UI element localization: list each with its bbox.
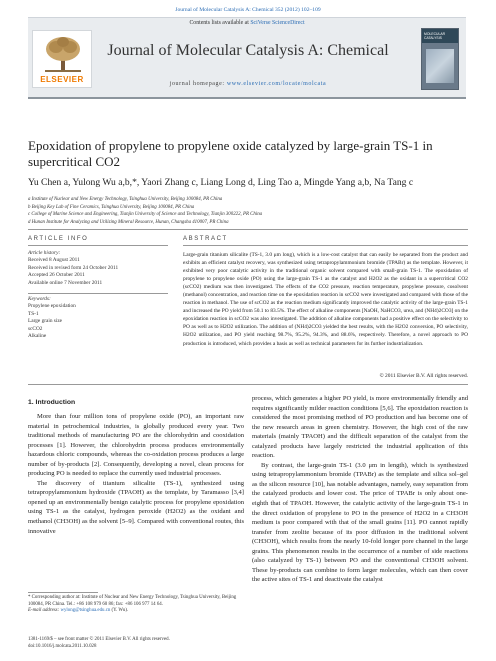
journal-banner: [28, 17, 466, 99]
email-line: [28, 608, 244, 615]
doi-link[interactable]: doi:10.1016/j.molcata.2011.10.028: [28, 643, 97, 649]
journal-citation[interactable]: Journal of Molecular Catalysis A: Chemical 352 (2012) 102–109: [175, 7, 321, 13]
paragraph: The discovery of titanium silicalite (TS-1), synthesized using tetrapropylammonium hydroxide (TPAOH) as the template, by Taramasso [3,4] opened up an environmentally benign catalytic process for propylene epoxidation using TS-1 as the catalyst, hydrogen peroxide (H2O2) as the oxidant and methanol (CH3OH) as the solvent [5–9]. Compared with conventional routes, this innovative: [28, 479, 244, 535]
affiliation-c: c College of Marine Science and Engineering, Tianjin University of Science and Technology, Tianjin 300222, PR China: [28, 212, 263, 218]
keyword-item: TS-1: [28, 310, 39, 317]
paragraph: process, which generates a higher PO yield, is more environmentally friendly and requires significantly milder reaction conditions [5,6]. The epoxidation reaction is considered the most promising method of PO production and has become one of the new research areas in green chemistry. However, the high cost of the raw materials (mainly TPAOH) and the difficult separation of the catalyst from the catalyzed products have largely restricted the industrial application of this reaction.: [252, 395, 468, 460]
homepage-prefix: journal homepage:: [169, 81, 225, 87]
divider-info: [28, 245, 168, 246]
copyright: © 2011 Elsevier B.V. All rights reserved.: [379, 373, 468, 379]
elsevier-tree-icon: [43, 35, 83, 73]
abstract-text: Large-grain titanium silicalite (TS-1, 3.0 μm long), which is a low-cost catalyst that can easily be separated from the product and exhibits an efficient catalyst recovery, was synthesized using tetrapropylammonium bromide (TPABr) as the template. However, it exhibited very poor catalytic activity in the traditional organic solvent compared with small-grain TS-1. The epoxidation of propylene to propylene oxide (PO) using the large-grain TS-1 as the catalyst and H2O2 as the oxidant in a supercritical CO2 (scCO2) medium was then investigated. The effects of the CO2 pressure, reaction temperature, propylene pressure, cosolvent (methanol) concentration, and reaction time on the epoxidation reaction in scCO2 were investigated and compared with those of the reaction in methanol. The use of scCO2 as the reaction medium significantly improved the catalytic activity of the large-grain TS-1 and increased the PO yield from 50.1 to 83.5%. The effect of alkaline components [NaOH, NaHCO3, urea, and (NH4)2CO3] on the epoxidation reaction in scCO2 was also investigated. The addition of alkaline components had a positive effect on the selectivity to PO as well as to H2O2 utilization. The addition of (NH4)2CO3 yielded the best results, with the H2O2 conversion, PO selectivity, H2O2 utilization, and PO yield reaching 98.7%, 95.2%, 94.3%, and 88.6%, respectively. Therefore, a novel approach to PO production is introduced, which provides a basis as well as technical parameters for its further industrialization.: [183, 252, 468, 347]
affiliation-a: a Institute of Nuclear and New Energy Technology, Tsinghua University, Beijing 100084, PR China: [28, 197, 223, 202]
keywords-label: Keywords:: [28, 296, 51, 302]
keyword-item: scCO2: [28, 325, 43, 332]
cover-image: [426, 49, 454, 83]
abstract-heading: ABSTRACT: [183, 236, 228, 242]
issn-line: 1381-1169/$ – see front matter © 2011 Elsevier B.V. All rights reserved.: [28, 637, 170, 642]
contents-line: [28, 20, 466, 26]
paragraph: More than four million tons of propylene oxide (PO), an important raw material in petrochemical industries, is globally produced every year. Two traditional methods of manufacturing PO are the chlorohydrin and cooxidation processes [1]. However, the chlorohydrin process produces environmentally hazardous chloric compounds, whereas the co-oxidation process produces a large number of by-products [2]. Consequently, developing a novel, clean process for producing PO is needed to replace the currently used industrial processes.: [28, 413, 244, 478]
footnote: [28, 595, 244, 615]
keyword-item: Propylene epoxidation: [28, 303, 76, 310]
section-heading: 1. Introduction: [28, 399, 76, 406]
elsevier-logo[interactable]: [32, 30, 92, 88]
right-column: [252, 394, 468, 585]
keywords: [28, 296, 168, 340]
divider-bottom: [28, 384, 468, 385]
history-accepted: Accepted 26 October 2011: [28, 272, 85, 279]
keyword-item: Alkaline: [28, 333, 47, 340]
email-label: E-mail address:: [28, 608, 60, 614]
issn-block: [28, 637, 288, 650]
cover-text-2: CATALYSIS: [424, 36, 442, 40]
paragraph: By contrast, the large-grain TS-1 (3.0 μm in length), which is synthesized using tetrapropylammonium bromide (TPABr) as the template and silica sol–gel as the silicon resource [10], has notable advantages, namely, easy separation from the catalyzed products and lower cost. The price of TPABr is only about one-eighth that of TPAOH. However, the catalytic activity of the large-grain TS-1 in the direct oxidation of propylene to PO in the presence of H2O2 in a CH3OH medium is poor compared with that of the small grains [11]. PO cannot rapidly transfer from zeolite because of its poor diffusion in the traditional solvent (CH3OH), which results from the nearly 10-fold longer pore channel in the large grains. This phenomenon results in the occurrence of a number of side reactions (also catalyzed by TS-1) between PO and the conventional CH3OH solvent. These by-products can combine to form larger molecules, which can then cover the active sites of TS-1 and deactivate the catalyst: [252, 461, 468, 584]
keyword-item: Large grain size: [28, 318, 63, 325]
divider-top: [28, 229, 468, 230]
history-revised: Received in revised form 24 October 2011: [28, 264, 119, 271]
journal-title[interactable]: Journal of Molecular Catalysis A: Chemical: [107, 42, 389, 59]
email-link[interactable]: wylong@tsinghua.edu.cn: [60, 608, 111, 614]
corresponding-author-note: * Corresponding author at: Institute of Nuclear and New Energy Technology, Tsinghua University, Beijing 100084, PR China. Tel.: +86 108 979 60 86; fax: +86 106 977 14 64.: [28, 595, 237, 607]
history-received: Received 8 August 2011: [28, 257, 80, 264]
affiliation-d: d Hunan Institute for Analyzing and Utilizing Mineral Resource, Hunan, Changsha 410007, PR China: [28, 219, 229, 225]
cover-header: [422, 29, 458, 43]
article-info-heading: ARTICLE INFO: [28, 236, 89, 242]
sciencedirect-link[interactable]: SciVerse ScienceDirect: [250, 20, 305, 26]
divider-abstract: [183, 245, 468, 246]
footnote-rule: [28, 592, 98, 593]
homepage-link[interactable]: www.elsevier.com/locate/molcata: [226, 81, 327, 87]
cover-text-1: MOLECULAR: [424, 32, 446, 36]
journal-cover-thumbnail[interactable]: [421, 28, 459, 90]
history-label: Article history:: [28, 250, 61, 256]
left-column: [28, 412, 244, 536]
article-history: [28, 250, 168, 287]
elsevier-wordmark: ELSEVIER: [40, 75, 84, 84]
contents-prefix: Contents lists available at: [189, 20, 249, 26]
author-list[interactable]: Yu Chen a, Yulong Wu a,b,*, Yaori Zhang c, Liang Long d, Ling Tao a, Mingde Yang a,b, Na Tang c: [28, 177, 414, 188]
email-suffix: (Y. Wu).: [111, 608, 129, 614]
divider-keywords: [28, 293, 168, 294]
journal-homepage: [98, 81, 398, 87]
affiliation-b: b Beijing Key Lab of Fine Ceramics, Tsinghua University, Beijing 100084, PR China: [28, 204, 195, 210]
history-online: Available online 7 November 2011: [28, 279, 103, 286]
article-title: Epoxidation of propylene to propylene oxide catalyzed by large-grain TS-1 in supercritical CO2: [28, 138, 433, 169]
affiliations: [28, 196, 468, 226]
